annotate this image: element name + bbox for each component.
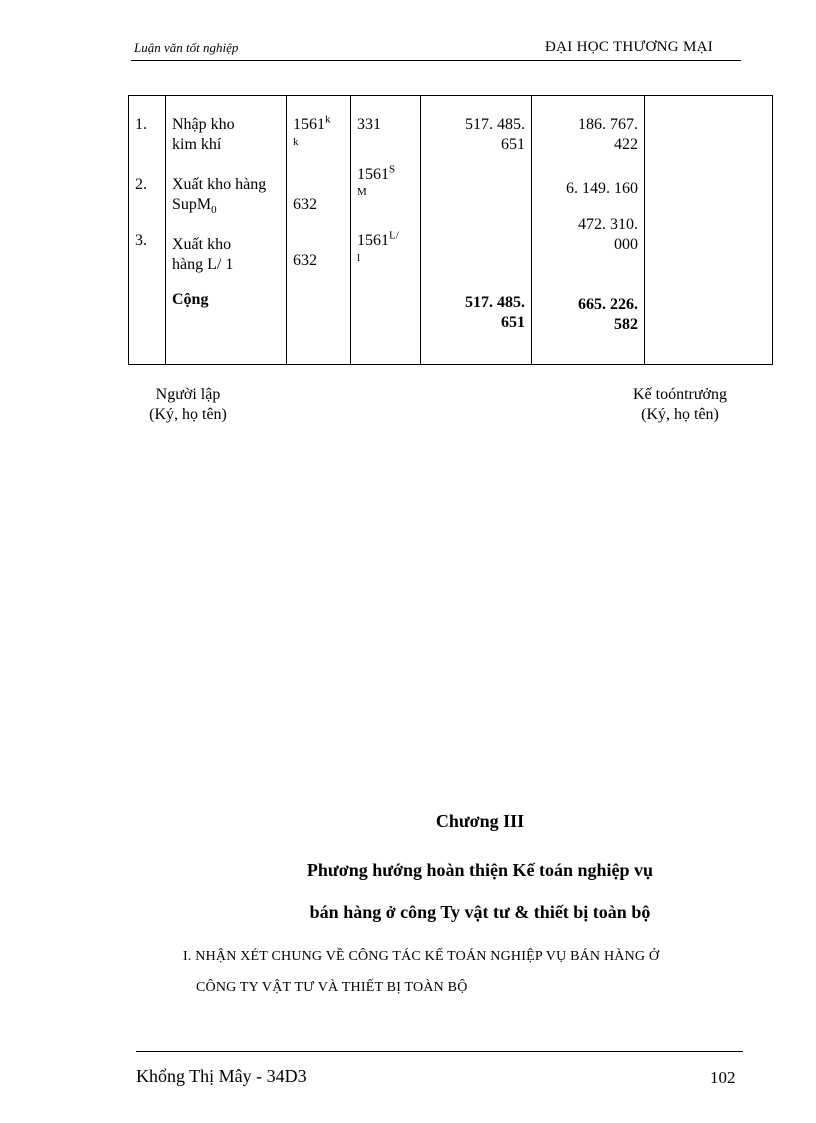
amount-2: 6. 149. 160 <box>566 180 638 197</box>
credit-account: 331 <box>357 116 381 133</box>
amount-column-2 <box>532 96 645 365</box>
row-number: 2. <box>135 176 147 193</box>
total-amount-1: 517. 485. 651 <box>465 294 525 331</box>
debit-account: 632 <box>293 196 317 213</box>
credit-accounts <box>351 96 421 365</box>
amount-1: 517. 485. 651 <box>465 116 525 153</box>
header-right: ĐẠI HỌC THƯƠNG MẠI <box>545 39 714 55</box>
amount-2: 472. 310. 000 <box>578 216 638 253</box>
total-label: Cộng <box>172 291 209 308</box>
credit-account: $1561^S$ M <box>357 163 396 198</box>
amount-column-1 <box>421 96 532 365</box>
row-description: Xuất kho hàng L/ 1 <box>172 236 234 273</box>
row-description: Nhập kho kim khí <box>172 116 235 153</box>
table-row <box>129 96 773 365</box>
row-number: 1. <box>135 116 147 133</box>
preparer-title: Người lập <box>155 386 221 403</box>
credit-account: $1561^{L/}$ l <box>357 229 399 264</box>
ledger-table <box>128 95 773 365</box>
section-heading-line2: CÔNG TY VẬT TƯ VÀ THIẾT BỊ TOÀN BỘ <box>196 980 468 995</box>
row-description: Xuất kho hàng SupM$_0$ <box>172 176 267 217</box>
chapter-label: Chương III <box>435 811 525 831</box>
chapter-title-line1: Phương hướng hoàn thiện Kế toán nghiệp vụ <box>306 860 654 880</box>
accountant-note: (Ký, họ tên) <box>641 406 719 423</box>
page-number: 102 <box>710 1068 736 1087</box>
accountant-signature <box>610 385 750 425</box>
footer-author: Khổng Thị Mây - 34D3 <box>136 1066 307 1086</box>
debit-account: 1561$^k$ k <box>293 113 331 148</box>
section-heading-line1: I. NHẬN XÉT CHUNG VỀ CÔNG TÁC KẾ TOÁN NGHIỆP VỤ BÁN HÀNG Ở <box>183 949 660 964</box>
amount-2: 186. 767. 422 <box>578 116 638 153</box>
debit-account: 632 <box>293 252 317 269</box>
debit-accounts <box>287 96 351 365</box>
header-left: Luận văn tốt nghiệp <box>134 40 239 55</box>
row-number: 3. <box>135 232 147 249</box>
row-numbers <box>129 96 166 365</box>
footer-divider <box>136 1051 743 1052</box>
preparer-signature <box>128 385 248 425</box>
total-amount-2: 665. 226. 582 <box>578 296 638 333</box>
notes-column <box>645 96 773 365</box>
preparer-note: (Ký, họ tên) <box>149 406 227 423</box>
accountant-title: Kế toóntrưởng <box>632 386 727 403</box>
header-divider <box>131 60 741 61</box>
chapter-title-line2: bán hàng ở công Ty vật tư & thiết bị toàn bộ <box>309 902 651 922</box>
row-descriptions <box>166 96 287 365</box>
